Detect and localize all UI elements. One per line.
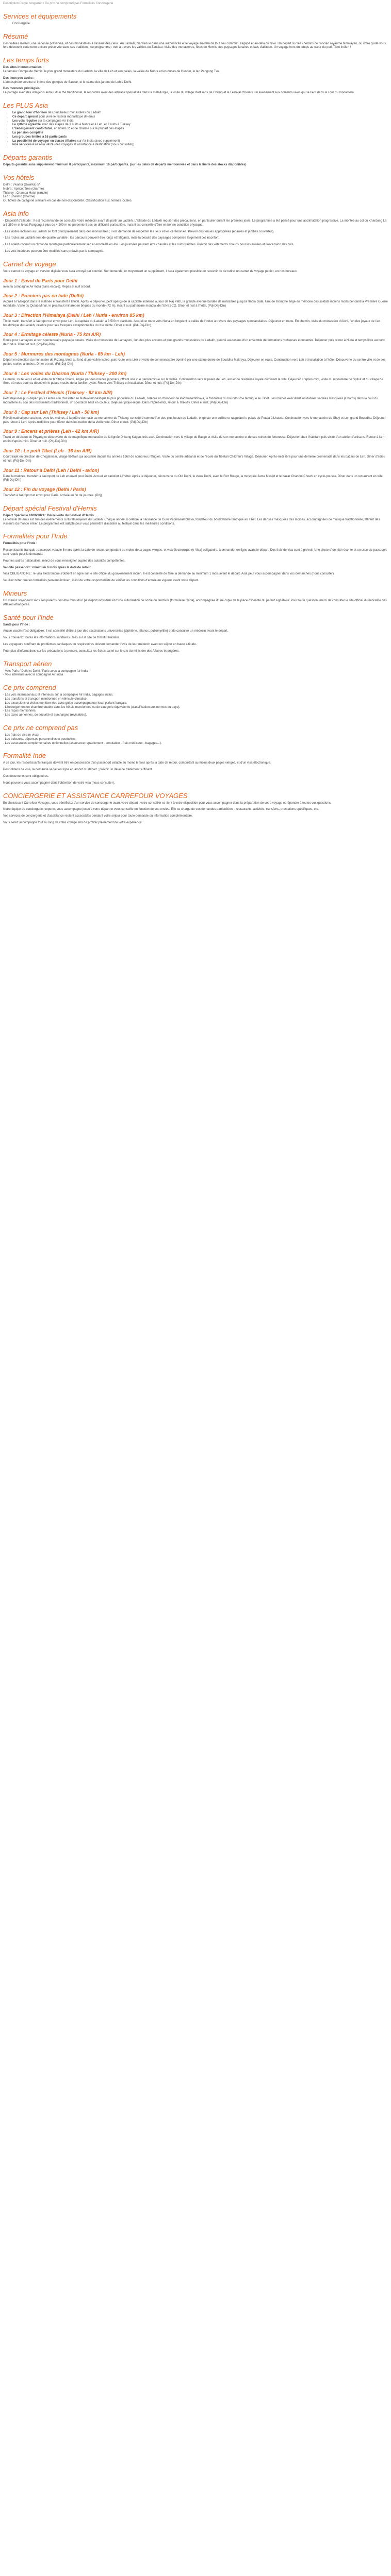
comprend-line: - Les excursions et visites mentionnées avec guide accompagnateur local parlant français.	[3, 701, 127, 705]
transport-line: - Vols intérieurs avec la compagnie Air India	[3, 673, 63, 677]
sante-para: Les voyageurs souffrant de problèmes cardiaques ou respiratoires doivent demander l'avis de leur médecin avant un séjour en haute altitude.	[3, 642, 197, 646]
sante-para: Vous trouverez toutes les informations sanitaires utiles sur le site de l'Institut Pasteur.	[3, 636, 120, 640]
carnet-title: Carnet de voyage	[3, 260, 56, 268]
resume-title: Résumé	[3, 32, 28, 40]
day-title: Jour 7 : Le Festival d'Hemis (Thiksey - 82 km A/R)	[3, 390, 112, 396]
ne-comprend-line: - Les boissons, dépenses personnelles et pourboires.	[3, 737, 77, 741]
formalites-para: Visa OBLIGATOIRE : le visa électronique s'obtient en ligne sur le site officiel du gouvernement indien. Il est conseillé de faire la demande au minimum 1 mois avant le départ. Asia peut vous accompagner dans vos démarches (nous consulter).	[3, 572, 335, 576]
day-text: Réveil matinal pour assister, avec les moines, à la prière du matin au monastère de Thiksey, considéré comme l'un des plus beaux du Ladakh, érigé sur une colline et rappelant le palais du Potala à Lhassa. Continuation vers le monastère de Shey et son grand Bouddha. Déjeuner puis retour à Leh. Après-midi libre pour flâner dans les ruelles de la vieille ville. Dîner et nuit. (Pdj-Dej-Dîn)	[3, 416, 386, 424]
plus-text: , en hôtels 3* et de charme sur le plupart des étapes	[52, 127, 124, 131]
formalite-final-para: A ce jour, les ressortissants français doivent être en possession d'un passeport valable au moins 6 mois après la date de retour, comportant au moins deux pages vierges, et d'un visa électronique.	[3, 761, 271, 765]
comprend-line: - Les taxes aériennes, de sécurité et surcharges (révisables).	[3, 714, 87, 717]
info-para: - Les vols intérieurs peuvent être modifiés sans préavis par la compagnie.	[3, 249, 104, 253]
plus-label: Les groupes limités à 16 participants	[12, 135, 67, 139]
day-title: Jour 3 : Direction l'Himalaya (Delhi / Leh / Nurla - environ 85 km)	[3, 312, 144, 318]
ne-comprend-line: - Les frais de visa (e-visa).	[3, 733, 40, 737]
day-title: Jour 4 : Ermitage céleste (Nurla - 75 km A/R)	[3, 332, 101, 337]
day-title: Jour 5 : Murmures des montagnes (Nurla - 65 km - Leh)	[3, 351, 125, 357]
formalite-final-para: Pour obtenir ce visa, la demande se fait en ligne en amont du départ ; prévoir un délai de traitement suffisant.	[3, 768, 153, 772]
sante-para: Pour plus d'informations sur les précautions à prendre, consultez les fiches santé sur le site du ministère des Affaires étrangères.	[3, 649, 180, 653]
hotel-line: Delhi : Vivanta (Dwarka) 5*	[3, 183, 40, 187]
info-para: - Les routes au Ladakh sont de qualité variable ; les parcours peuvent être longs et fatigants, mais la beauté des paysages compense largement cet inconfort.	[3, 236, 220, 240]
plus-label: La possibilité de voyager en classe Affaires	[12, 139, 77, 143]
plus-label: Le grand tour d'horizon	[12, 111, 47, 114]
plus-title: Les PLUS Asia	[3, 101, 48, 109]
day-title: Jour 11 : Retour à Delhi (Leh / Delhi - avion)	[3, 467, 99, 473]
plus-text: sur la compagnie Air India	[37, 119, 74, 123]
day-text: Petit déjeuner puis départ pour Hemis afin d'assister au festival monastique le plus populaire du Ladakh, célébré en l'honneur de Padmasambhava, le fondateur du bouddhisme tantrique au Tibet. Les moines exécutent les danses sacrées masquées (Chams) dans la cour du monastère au son des instruments traditionnels, un spectacle haut en couleur. Déjeuner pique-nique. Dans l'après-midi, retour à Thiksey. Dîner et nuit. (Pdj-Dej-Dîn)	[3, 397, 378, 405]
comprend-line: - L'hébergement en chambre double dans les hôtels mentionnés ou de catégorie équivalente (classification aux normes du pays).	[3, 705, 181, 709]
formalites-para: Ressortissants français : passeport valable 6 mois après la date de retour, comportant au moins deux pages vierges, et visa électronique (e-Visa) obligatoire, à demander en ligne avant le départ. Des frais de visa sont à prévoir. Une photo d'identité récente et un scan du passeport sont requis pour la demande.	[3, 549, 387, 556]
services-item: • Conciergerie	[12, 22, 388, 26]
sante-title: Santé pour l'Inde	[3, 613, 54, 621]
comprend-line: - Les repas mentionnés.	[3, 709, 37, 713]
plus-item	[12, 131, 388, 135]
day-title: Jour 12 : Fin du voyage (Delhi / Paris)	[3, 487, 86, 493]
services-title: Services et équipements	[3, 12, 77, 20]
product-description	[0, 0, 391, 833]
formalites-para: Veuillez noter que les formalités peuvent évoluer ; il est de votre responsabilité de vérifier les conditions d'entrée en vigueur avant votre départ.	[3, 579, 199, 583]
info-para: - Dispositif d'altitude : Il est recommandé de consulter votre médecin avant de partir au Ladakh. L'altitude du Ladakh requiert des précautions, en particulier durant les premiers jours. Le programme a été pensé pour une acclimatation progressive. La montée au col du Khardung La à 5 359 m et le lac Pangong à plus de 4 200 m ne présentent pas de difficulté particulière, mais il est conseillé d'être en bonne condition physique.	[3, 219, 387, 227]
forts-heading: Des sites incontournables :	[3, 66, 44, 70]
comprend-title: Ce prix comprend	[3, 684, 56, 692]
hotel-line: Leh : Lharimo (charme)	[3, 195, 36, 199]
formalites-para: Validité passeport : minimum 6 mois après la date de retour.	[3, 566, 92, 569]
hotels-note: Ou hôtels de catégorie similaire en cas de non-disponibilité. Classification aux normes locales.	[3, 199, 133, 203]
info-title: Asia info	[3, 209, 29, 217]
plus-item	[12, 123, 388, 127]
resume-text: Des vallées isolées, une sagesse préservée, et des monastères à l'assaut des cieux. Au Ladakh, bienvenue dans une authenticité et le voyage au-delà de tout lieu commun, l'agapé et au-delà du rêve. Un départ sur les chemins de l'ancien royaume himalayen, où votre guide vous fera découvrir cette terre encore préservée dans ses traditions. Au programme : trek à travers les vallées du Zanskar, visite des monastères, fêtes de Hemis, des paysages lunaires et lacs d'altitude. Un voyage hors du temps au cœur du petit Tibet indien !	[3, 42, 386, 49]
special-line: Le festival d'Hemis est l'un des événements culturels majeurs du Ladakh. Chaque année, il célèbre la naissance de Guru Padmasambhava, fondateur du bouddhisme tantrique au Tibet. Les danses masquées des moines, accompagnées de musique traditionnelle, attirent des visiteurs du monde entier. Le programme est adapté pour vous permettre d'assister au festival dans les meilleures conditions.	[3, 518, 380, 526]
plus-item	[12, 115, 388, 120]
forts-text: Le fameux Gompa de Hemis, le plus grand monastère du Ladakh, la ville de Leh et son palais, la vallée de Nubra et les dunes de Hunder, le lac Pangong Tso.	[3, 70, 220, 73]
plus-item	[12, 127, 388, 131]
day-text: Transfert à l'aéroport et envol pour Paris. Arrivée en fin de journée. (Pdj)	[3, 494, 102, 498]
mineurs-title: Mineurs	[3, 589, 27, 597]
transport-line: - Vols Paris / Delhi et Delhi / Paris avec la compagnie Air India	[3, 669, 88, 673]
plus-label: Ce départ spécial	[12, 115, 38, 118]
day-text: avec la compagnie Air India (sans escale). Repas et nuit à bord.	[3, 285, 91, 289]
plus-text: pour vivre le festival monastique d'Hemis	[38, 115, 95, 118]
formalites-para: Formalités pour l'Inde :	[3, 542, 38, 546]
departs-title: Départs garantis	[3, 154, 53, 162]
plus-label: Le rythme agréable	[12, 123, 41, 127]
day-title: Jour 8 : Cap sur Leh (Thiksey / Leh - 50 km)	[3, 409, 100, 415]
conciergerie-para: Vos services de conciergerie et d'assistance restent accessibles pendant votre séjour pour toute demande ou information complémentaire.	[3, 815, 193, 818]
ne-comprend-line: - Les assurances complémentaires optionnelles (assurance rapatriement - annulation - frais médicaux - bagages...).	[3, 741, 162, 745]
info-para: - Le Ladakh connaît un climat de montagne particulièrement sec et ensoleillé en été. Les journées peuvent être chaudes et les nuits fraîches. Prévoir des vêtements chauds pour les soirées et l'ascension des cols.	[3, 243, 295, 247]
special-title: Départ spécial Festival d'Hemis	[3, 504, 97, 513]
plus-item	[12, 135, 388, 140]
carnet-text: Votre carnet de voyage en version digitale vous sera envoyé par courriel. Sur demande, et moyennant un supplément, il sera également possible de recevoir ou de retirer un carnet de voyage papier, en nos bureaux.	[3, 269, 298, 273]
special-line: Départ Spécial le 18/06/2024 : Découverte du Festival d'Hemis	[3, 514, 94, 518]
day-text: Dans la matinée, transfert à l'aéroport de Leh et envol pour Delhi. Accueil et transfert à l'hôtel. Après le déjeuner, découverte du Old Delhi, le vieux Delhi, avec le Fort Rouge, la mosquée Jama Masjid et le bazar Chandni Chowk en cyclo-pousse. Dîner dans un restaurant en ville. (Pdj-Dej-Dîn)	[3, 474, 384, 482]
plus-text: sur Air India (avec supplément)	[76, 139, 120, 143]
sante-para: Santé pour l'Inde :	[3, 623, 30, 626]
plus-label: L'hébergement confortable	[12, 127, 53, 131]
formalites-title: Formalités pour l'Inde	[3, 532, 68, 540]
comprend-line: - Les vols internationaux et intérieurs sur la compagnie Air India, bagages inclus.	[3, 693, 113, 697]
plus-item	[12, 143, 388, 147]
day-text: Le matin, route vers Leh et visite de la Stupa Shanti, érigée par des moines japonais, offrant une vue panoramique sur la vallée. Continuation vers le palais de Leh, ancienne résidence royale dominant la ville. Déjeuner. L'après-midi, visite du monastère de Spituk et du village de Stok, où vous pourrez découvrir le palais-musée de la famille royale. Route vers Thiksey et installation. Dîner et nuit. (Pdj-Dej-Dîn)	[3, 378, 383, 385]
forts-title: Les temps forts	[3, 56, 49, 64]
plus-text: Asia Asia 24/24 (des voyages et assistance à destination (nous consulter))	[31, 143, 135, 147]
day-title: Jour 10 : Le petit Tibet (Leh - 16 km A/R)	[3, 448, 92, 454]
forts-text: L'atmosphère sereine et intime des gompas de Sankar, et le calme des jardins de Leh à Delhi.	[3, 80, 132, 84]
day-text: Accueil à l'aéroport dans la matinée et transfert à l'hôtel. Après le déjeuner, petit aperçu de la capitale indienne autour de Raj Path, la grande avenue bordée de ministères jusqu'à l'India Gate, l'arc de triomphe érigé en mémoire des soldats indiens morts pendant la Première Guerre mondiale. Visite du Qutub Minar, le plus haut minaret en briques du monde (72 m), inscrit au patrimoine mondial de l'UNESCO. Dîner et nuit à l'hôtel. (Pdj-Dej-Dîn)	[3, 300, 388, 308]
comprend-line: - Les transferts et transport mentionnés en véhicule climatisé.	[3, 697, 88, 701]
conciergerie-para: En choisissant Carrefour Voyages, vous bénéficiez d'un service de conciergerie avant votre départ : votre conseiller se tient à votre disposition pour vous accompagner dans la préparation de votre voyage et répondre à toutes vos questions.	[3, 801, 332, 805]
day-title: Jour 2 : Premiers pas en Inde (Delhi)	[3, 293, 84, 299]
transport-title: Transport aérien	[3, 659, 52, 668]
formalites-para: Pour les autres nationalités, merci de vous renseigner auprès des autorités compétentes.	[3, 559, 125, 563]
plus-text: des plus beaux monastères du Ladakh	[47, 111, 101, 114]
hotel-line: Thiksey : Chamba Hotel (simple)	[3, 191, 48, 195]
sante-para: Aucun vaccin n'est obligatoire. Il est conseillé d'être à jour des vaccinations universelles (diphtérie, tétanos, poliomyélite) et de consulter un médecin avant le départ.	[3, 630, 229, 633]
day-text: Tôt le matin, transfert à l'aéroport et envol pour Leh, la capitale du Ladakh à 3 500 m d'altitude. Accueil et route vers Nurla en longeant la vallée de l'Indus à travers des paysages spectaculaires. Déjeuner en route. En chemin, visite du monastère d'Alchi, l'un des joyaux de l'art bouddhique du Ladakh, célèbre pour ses fresques exceptionnelles du XIe siècle. Dîner et nuit. (Pdj-Dej-Dîn)	[3, 319, 380, 327]
forts-heading: Des lieux peu accès :	[3, 76, 35, 80]
ne-comprend-title: Ce prix ne comprend pas	[3, 723, 78, 732]
formalite-final-para: Nous pouvons vous accompagner dans l'obtention de votre visa (nous consulter).	[3, 781, 115, 785]
forts-heading: Des moments privilégiés :	[3, 87, 42, 91]
hotels-title: Vos hôtels	[3, 173, 35, 181]
day-title: Jour 6 : Les voiles du Dharma (Nurla / Thiksey - 200 km)	[3, 370, 127, 376]
formalite-final-para: Ces documents sont obligatoires.	[3, 774, 49, 778]
plus-label: Les vols régulier	[12, 119, 37, 123]
conciergerie-para: Notre équipe de conciergerie, experte, vous accompagne jusqu'à votre départ et vous conseille en fonction de vos envies. Elle se charge de vos demandes particulières : restaurants, activités, transferts, prestations spécifiques, etc.	[3, 808, 319, 811]
hotel-line: Nubra : Apricot Tree (charme)	[3, 187, 44, 191]
forts-text: Le partage avec des villageois autour d'un thé traditionnel, la rencontre avec des artisans spécialisés dans la métallurgie, la visite du village d'artisans de Chiling et le Festival d'Hemis, un événement aux couleurs vives qui se tient dans la cour du monastère.	[3, 91, 355, 95]
day-title: Jour 9 : Encens et prières (Leh - 42 km A/R)	[3, 429, 99, 434]
plus-text: avec des étapes de 3 nuits à Nubra et à Leh, et 2 nuits à Tikksey	[41, 123, 131, 127]
info-para: - Les visites incluses au Ladakh se font principalement dans des monastères ; il est demandé de respecter les lieux et les cérémonies. Prévoir des tenues appropriées (épaules et jambes couvertes).	[3, 230, 274, 233]
services-list	[3, 22, 388, 26]
mineurs-text: Un mineur voyageant sans ses parents doit être muni d'un passeport individuel et d'une autorisation de sortie du territoire (formulaire Cerfa), accompagnée d'une copie de la pièce d'identité du parent signataire. Pour toute question, merci de consulter le site officiel du ministère des Affaires étrangères.	[3, 599, 387, 606]
conciergerie-title: CONCIERGERIE ET ASSISTANCE CARREFOUR VOYAGES	[3, 791, 188, 800]
day-text: Court trajet en direction de Choglamsar, village tibétain qui accueille depuis les années 1960 de nombreux réfugiés. Visite du centre artisanal et de l'école du Tibetan Children's Village. Déjeuner. Après-midi libre pour une dernière promenade dans les bazars de Leh. Dîner d'adieu et nuit. (Pdj-Dej-Dîn)	[3, 455, 385, 463]
formalite-final-title: Formalité Inde	[3, 752, 46, 760]
description-line: Description Carpe congamet / Ce prix ne comprend pas Formalités Conciergerie	[3, 2, 113, 5]
plus-item	[12, 111, 388, 115]
day-title: Jour 1 : Envol de Paris pour Delhi	[3, 278, 78, 283]
plus-label: Nos services	[12, 143, 32, 147]
day-text: Départ en direction du monastère de Rizong, blotti au fond d'une vallée isolée, puis route vers Likir et visite de son monastère dominé par une statue dorée de Bouddha Maitreya. Déjeuner en route. Continuation vers Leh et installation à l'hôtel. Découverte du centre-ville et de ses petites ruelles animées. Dîner et nuit. (Pdj-Dej-Dîn)	[3, 359, 386, 366]
departs-text: Départs garantis sans supplément minimum 8 participants, maximum 16 participants. (sur les dates de départs mentionnées et dans la limite des stocks disponibles)	[3, 163, 247, 167]
plus-list	[3, 111, 388, 147]
conciergerie-para: Vous serez accompagné tout au long de votre voyage afin de profiter pleinement de votre expérience.	[3, 821, 143, 824]
day-text: Trajet en direction de Phyang et découverte de ce magnifique monastère de la lignée Drikung Kagyu, très actif. Continuation vers le village de Basgo et visite de son monastère et de ses ruines de forteresse. Déjeuner chez l'habitant puis visite d'un atelier d'artisans. Retour à Leh en fin d'après-midi. Dîner et nuit. (Pdj-Dej-Dîn)	[3, 436, 384, 444]
plus-label: La pension complète	[12, 131, 43, 134]
day-text: Route pour Lamayuru et son spectaculaire paysage lunaire. Visite du monastère de Lamayuru, l'un des plus anciens et plus grands monastères du Ladakh, perché au-dessus d'un ensemble de formations rocheuses étonnantes. Déjeuner puis retour à Nurla et temps libre au bord de l'Indus. Dîner et nuit. (Pdj-Dej-Dîn)	[3, 339, 385, 347]
